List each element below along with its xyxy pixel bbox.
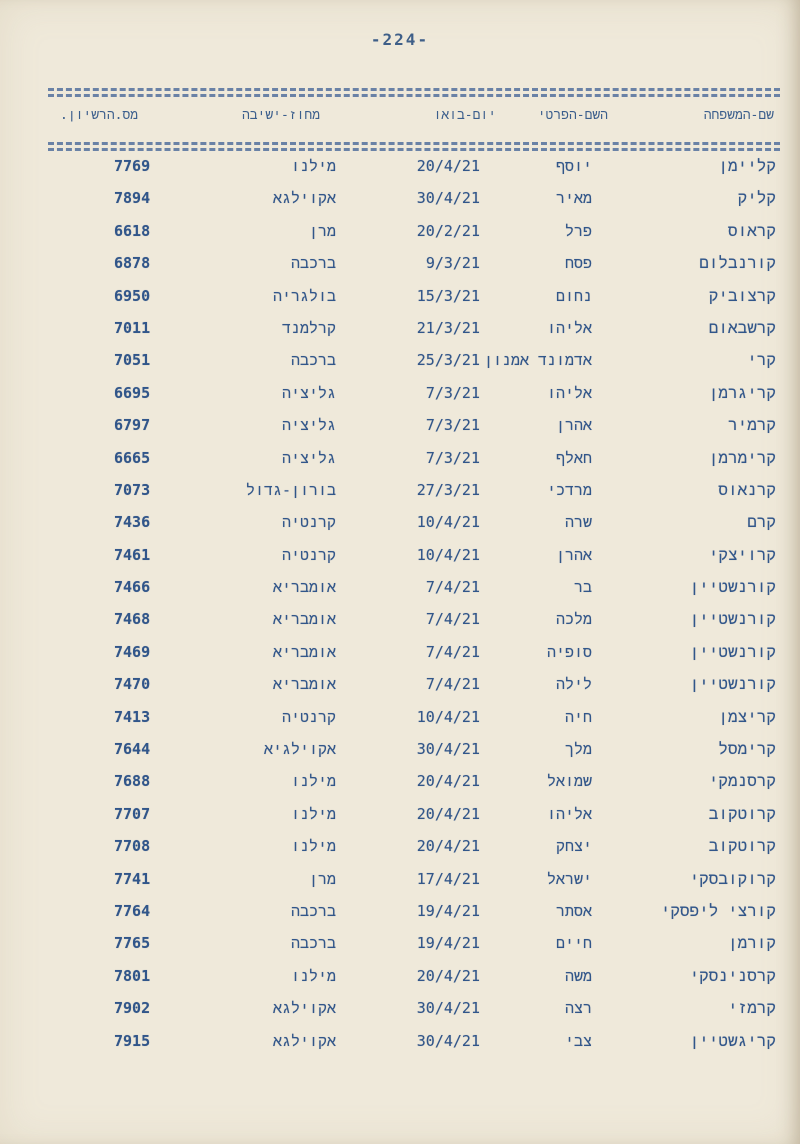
firstname-cell: רצה [564, 999, 592, 1018]
firstname-cell: מאיר [555, 189, 592, 208]
firstname-cell: שרה [564, 513, 592, 532]
destination-cell: אקוילגא [272, 189, 336, 208]
destination-cell: קרנטיה [281, 513, 336, 532]
table-row [48, 344, 780, 376]
arrival-date-cell: 7/3/21 [425, 416, 480, 435]
permit-number-cell: 7073 [114, 480, 151, 499]
permit-number-cell: 7470 [114, 675, 151, 694]
surname-cell: קורצי ליפסקי [660, 900, 776, 920]
surname-cell: קריצמן [718, 706, 776, 726]
arrival-date-cell: 10/4/21 [416, 545, 480, 564]
surname-cell: קרנאוס [718, 479, 776, 499]
permit-number-cell: 7011 [114, 318, 151, 337]
permit-number-cell: 7468 [114, 610, 151, 629]
table-row [48, 668, 780, 700]
table-row [48, 798, 780, 830]
surname-cell: קרוקובסקי [689, 868, 776, 888]
destination-cell: קרנטיה [281, 545, 336, 564]
firstname-cell: אליהו [546, 804, 592, 823]
surname-cell: קרויצקי [708, 544, 776, 564]
arrival-date-cell: 7/4/21 [425, 578, 480, 597]
surname-cell: קורמן [727, 933, 776, 953]
table-row [48, 701, 780, 733]
firstname-cell: בר [573, 578, 592, 597]
firstname-cell: יצחק [555, 837, 592, 856]
page-number: -224- [370, 30, 430, 49]
destination-cell: אומבריא [272, 578, 336, 597]
firstname-cell: ישראל [546, 869, 592, 888]
firstname-cell: מלך [564, 740, 592, 759]
arrival-date-cell: 10/4/21 [416, 513, 480, 532]
permit-number-cell: 7769 [114, 157, 151, 175]
header-permit-number: מס.הרשיון. [60, 108, 139, 123]
table-header [48, 96, 780, 136]
surname-cell: קרצוביק [708, 285, 776, 305]
surname-cell: קריגשטיין [689, 1030, 776, 1050]
table-row [48, 895, 780, 927]
destination-cell: אומבריא [272, 610, 336, 629]
permit-number-cell: 7461 [114, 545, 151, 564]
surname-cell: קורנשטיין [689, 641, 776, 661]
arrival-date-cell: 30/4/21 [416, 740, 480, 759]
destination-cell: ברכבה [290, 934, 336, 953]
surname-cell: קורנשטיין [689, 577, 776, 597]
table-row [48, 474, 780, 506]
table-row [48, 150, 780, 182]
firstname-cell: שמואל [546, 772, 592, 791]
destination-cell: אומבריא [272, 642, 336, 661]
arrival-date-cell: 20/4/21 [416, 804, 480, 823]
table-row [48, 442, 780, 474]
firstname-cell: אליהו [546, 383, 592, 402]
table-row [48, 830, 780, 862]
permit-number-cell: 7765 [114, 934, 151, 953]
surname-cell: קרסנינסקי [689, 965, 776, 985]
destination-cell: אקוילגא [272, 999, 336, 1018]
surname-cell: קרוטקוב [708, 803, 776, 823]
arrival-date-cell: 7/4/21 [425, 642, 480, 661]
table-row [48, 215, 780, 247]
surname-cell: קרשבאום [708, 317, 776, 337]
header-firstname: השם-הפרטי [537, 108, 608, 123]
firstname-cell: אדמונד אמנון [483, 351, 592, 370]
permit-number-cell: 6797 [114, 416, 151, 435]
permit-number-cell: 6665 [114, 448, 151, 467]
surname-cell: קרם [747, 512, 776, 532]
surname-cell: קליימן [718, 156, 776, 175]
permit-number-cell: 7469 [114, 642, 151, 661]
arrival-date-cell: 19/4/21 [416, 934, 480, 953]
table-row [48, 992, 780, 1024]
arrival-date-cell: 9/3/21 [425, 254, 480, 273]
destination-cell: קרנטיה [281, 707, 336, 726]
arrival-date-cell: 7/3/21 [425, 383, 480, 402]
surname-cell: קרימרמן [708, 447, 776, 467]
firstname-cell: פרל [564, 221, 592, 240]
table-row [48, 1025, 780, 1057]
firstname-cell: אהרן [555, 545, 592, 564]
arrival-date-cell: 20/4/21 [416, 837, 480, 856]
destination-cell: ברכבה [290, 254, 336, 273]
immigrant-table [48, 150, 780, 1057]
permit-number-cell: 7894 [114, 189, 151, 208]
permit-number-cell: 7801 [114, 966, 151, 985]
header-rule-top [48, 88, 780, 91]
firstname-cell: סופיה [546, 642, 592, 661]
table-row [48, 247, 780, 279]
firstname-cell: נחום [555, 286, 592, 305]
table-row [48, 539, 780, 571]
destination-cell: ברכבה [290, 351, 336, 370]
destination-cell: מרן [308, 869, 336, 888]
arrival-date-cell: 30/4/21 [416, 1031, 480, 1050]
table-row [48, 571, 780, 603]
firstname-cell: צבי [564, 1031, 592, 1050]
surname-cell: קרי [747, 350, 776, 370]
permit-number-cell: 7466 [114, 578, 151, 597]
firstname-cell: חיים [555, 934, 592, 953]
table-row [48, 312, 780, 344]
firstname-cell: מלכה [555, 610, 592, 629]
arrival-date-cell: 17/4/21 [416, 869, 480, 888]
destination-cell: אומבריא [272, 675, 336, 694]
surname-cell: קרסנמקי [708, 771, 776, 791]
permit-number-cell: 6878 [114, 254, 151, 273]
header-destination: מחוז-ישיבה [241, 108, 320, 123]
firstname-cell: אסתר [555, 901, 592, 920]
table-row [48, 182, 780, 214]
destination-cell: גליציה [281, 416, 336, 435]
table-row [48, 927, 780, 959]
table-row [48, 960, 780, 992]
destination-cell: קרלמנד [281, 318, 336, 337]
table-row [48, 409, 780, 441]
permit-number-cell: 6618 [114, 221, 151, 240]
surname-cell: קרמיר [727, 415, 776, 435]
permit-number-cell: 7708 [114, 837, 151, 856]
firstname-cell: חאלף [555, 448, 592, 467]
destination-cell: בולגריה [272, 286, 336, 305]
surname-cell: קליק [737, 188, 776, 208]
arrival-date-cell: 10/4/21 [416, 707, 480, 726]
destination-cell: גליציה [281, 383, 336, 402]
surname-cell: קראוס [727, 220, 776, 240]
permit-number-cell: 7902 [114, 999, 151, 1018]
arrival-date-cell: 7/4/21 [425, 610, 480, 629]
header-rule-bottom [48, 142, 780, 145]
firstname-cell: מרדכי [546, 480, 592, 499]
arrival-date-cell: 7/3/21 [425, 448, 480, 467]
arrival-date-cell: 20/4/21 [416, 966, 480, 985]
permit-number-cell: 7688 [114, 772, 151, 791]
destination-cell: מילנו [290, 772, 336, 791]
destination-cell: מרן [308, 221, 336, 240]
table-row [48, 377, 780, 409]
destination-cell: מילנו [290, 966, 336, 985]
permit-number-cell: 6695 [114, 383, 151, 402]
arrival-date-cell: 15/3/21 [416, 286, 480, 305]
surname-cell: קורנשטיין [689, 674, 776, 694]
destination-cell: מילנו [290, 837, 336, 856]
firstname-cell: לילה [555, 675, 592, 694]
firstname-cell: פסח [564, 254, 592, 273]
permit-number-cell: 7741 [114, 869, 151, 888]
table-row [48, 280, 780, 312]
arrival-date-cell: 19/4/21 [416, 901, 480, 920]
permit-number-cell: 6950 [114, 286, 151, 305]
destination-cell: אקוילגא [272, 1031, 336, 1050]
destination-cell: גליציה [281, 448, 336, 467]
surname-cell: קרימסל [718, 739, 776, 759]
permit-number-cell: 7413 [114, 707, 151, 726]
permit-number-cell: 7436 [114, 513, 151, 532]
arrival-date-cell: 7/4/21 [425, 675, 480, 694]
header-surname: שם-המשפחה [703, 108, 774, 123]
arrival-date-cell: 20/4/21 [416, 772, 480, 791]
table-row [48, 636, 780, 668]
permit-number-cell: 7764 [114, 901, 151, 920]
firstname-cell: יוסף [555, 157, 592, 175]
permit-number-cell: 7707 [114, 804, 151, 823]
arrival-date-cell: 27/3/21 [416, 480, 480, 499]
destination-cell: מילנו [290, 804, 336, 823]
table-row [48, 506, 780, 538]
surname-cell: קריגרמן [708, 382, 776, 402]
table-row [48, 765, 780, 797]
arrival-date-cell: 30/4/21 [416, 189, 480, 208]
destination-cell: בורון-גדול [245, 480, 336, 499]
header-arrival-date: יום-בואו [433, 108, 496, 123]
table-row [48, 603, 780, 635]
destination-cell: ברכבה [290, 901, 336, 920]
arrival-date-cell: 25/3/21 [416, 351, 480, 370]
permit-number-cell: 7915 [114, 1031, 151, 1050]
firstname-cell: אהרן [555, 416, 592, 435]
table-row [48, 733, 780, 765]
table-row [48, 863, 780, 895]
surname-cell: קורנבלום [699, 253, 776, 273]
surname-cell: קורנשטיין [689, 609, 776, 629]
firstname-cell: אליהו [546, 318, 592, 337]
firstname-cell: חיה [564, 707, 592, 726]
destination-cell: מילנו [290, 157, 336, 175]
permit-number-cell: 7051 [114, 351, 151, 370]
arrival-date-cell: 20/2/21 [416, 221, 480, 240]
surname-cell: קרוטקוב [708, 836, 776, 856]
arrival-date-cell: 21/3/21 [416, 318, 480, 337]
surname-cell: קרמזי [727, 998, 776, 1018]
destination-cell: אקוילגיא [263, 740, 336, 759]
permit-number-cell: 7644 [114, 740, 151, 759]
firstname-cell: משה [564, 966, 592, 985]
arrival-date-cell: 30/4/21 [416, 999, 480, 1018]
arrival-date-cell: 20/4/21 [416, 157, 480, 175]
